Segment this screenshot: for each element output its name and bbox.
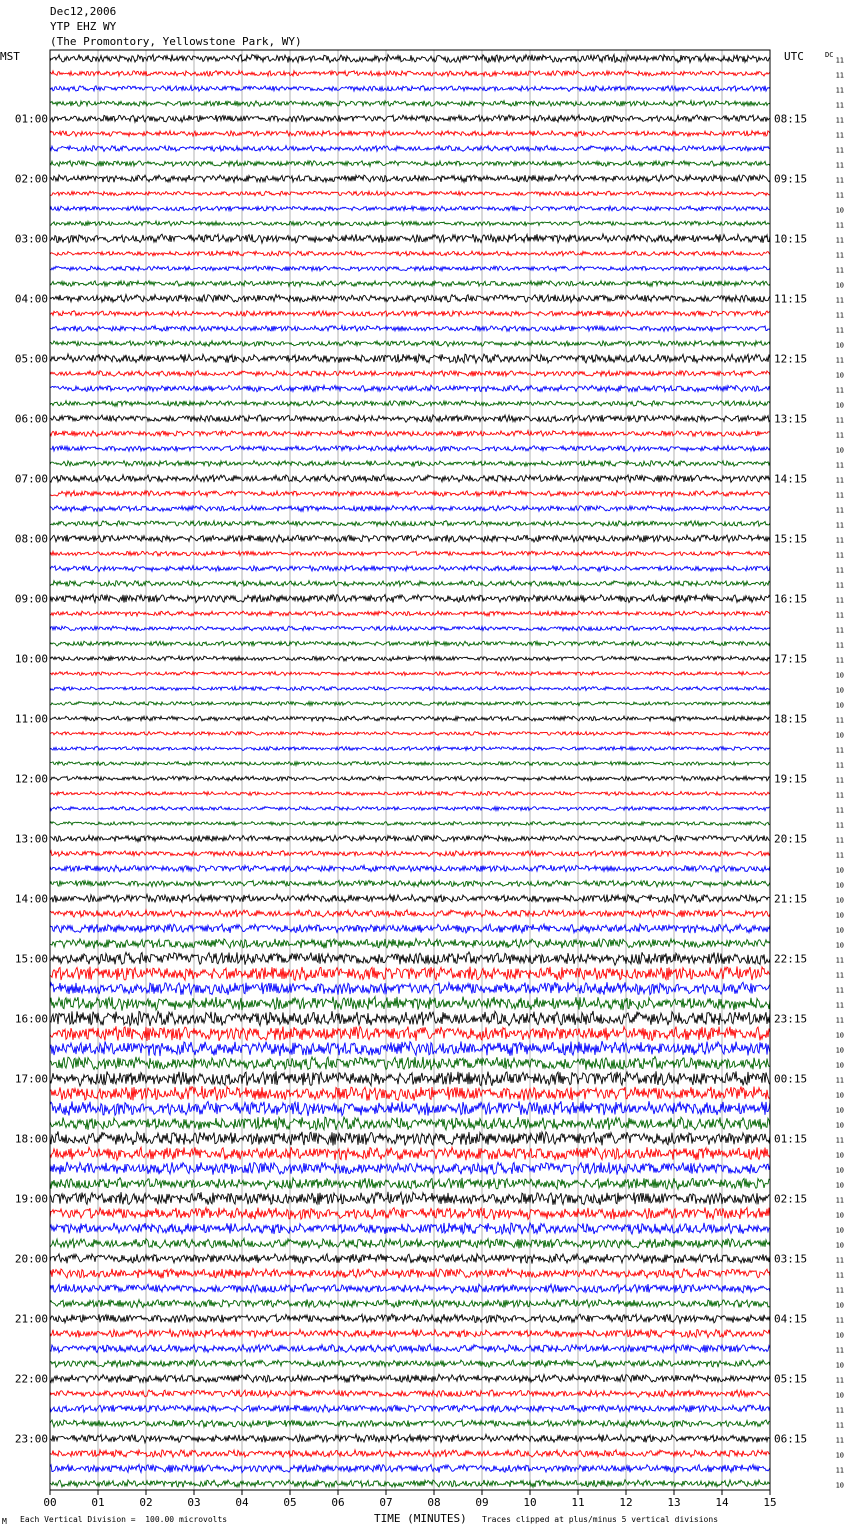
left-hour-label: 04:00 <box>14 292 48 306</box>
dc-offset-label: 10 <box>835 896 844 905</box>
left-hour-label: 21:00 <box>14 1312 48 1326</box>
x-tick-label: 00 <box>43 1496 57 1509</box>
trace-line <box>50 371 770 377</box>
x-tick-label: 04 <box>235 1496 249 1509</box>
trace-line <box>50 806 770 810</box>
trace-line <box>50 1299 770 1307</box>
seismic-traces <box>50 54 770 1487</box>
dc-offset-label: 11 <box>835 536 844 545</box>
dc-offset-label: 10 <box>835 341 844 350</box>
trace-line <box>50 1057 770 1071</box>
left-hour-label: 08:00 <box>14 532 48 546</box>
trace-line <box>50 206 770 211</box>
left-hour-label: 09:00 <box>14 592 48 606</box>
trace-line <box>50 71 770 77</box>
trace-line <box>50 865 770 872</box>
dc-offset-label: 10 <box>835 1091 844 1100</box>
left-tz-label: MST <box>0 50 20 63</box>
dc-offset-label: 11 <box>835 821 844 830</box>
right-hour-label: 08:15 <box>774 112 808 126</box>
x-tick-label: 15 <box>763 1496 777 1509</box>
dc-offset-label: 11 <box>835 521 844 530</box>
trace-line <box>50 581 770 587</box>
left-hour-label: 01:00 <box>14 112 48 126</box>
x-tick-label: 02 <box>139 1496 153 1509</box>
trace-line <box>50 952 770 965</box>
dc-offset-label: 10 <box>835 1331 844 1340</box>
trace-line <box>50 939 770 949</box>
trace-line <box>50 1374 770 1382</box>
trace-line <box>50 746 770 750</box>
trace-line <box>50 551 770 556</box>
dc-offset-label: 11 <box>835 1406 844 1415</box>
trace-line <box>50 1207 770 1219</box>
dc-offset-label: 11 <box>835 641 844 650</box>
right-hour-label: 17:15 <box>774 652 808 666</box>
trace-line <box>50 1434 770 1442</box>
trace-line <box>50 716 770 721</box>
dc-offset-label: 11 <box>835 986 844 995</box>
trace-line <box>50 910 770 917</box>
trace-line <box>50 1465 770 1473</box>
trace-line <box>50 822 770 826</box>
right-hour-label: 13:15 <box>774 412 808 426</box>
trace-line <box>50 611 770 616</box>
trace-line <box>50 86 770 92</box>
trace-line <box>50 311 770 317</box>
dc-offset-label: 10 <box>835 1391 844 1400</box>
dc-offset-label: 11 <box>835 776 844 785</box>
x-tick-label: 07 <box>379 1496 393 1509</box>
trace-line <box>50 146 770 152</box>
dc-offset-label: 11 <box>835 956 844 965</box>
right-tz-label: UTC <box>784 50 804 63</box>
trace-line <box>50 115 770 122</box>
dc-offset-label: 10 <box>835 1301 844 1310</box>
trace-line <box>50 535 770 542</box>
x-tick-label: 05 <box>283 1496 297 1509</box>
right-hour-label: 15:15 <box>774 532 808 546</box>
dc-offset-label: 11 <box>835 1421 844 1430</box>
dc-offset-label: 10 <box>835 866 844 875</box>
dc-offset-label: 10 <box>835 281 844 290</box>
trace-line <box>50 1071 770 1086</box>
trace-line <box>50 1238 770 1248</box>
left-hour-label: 19:00 <box>14 1192 48 1206</box>
scale-marker: M <box>2 1517 7 1526</box>
right-hour-label: 18:15 <box>774 712 808 726</box>
dc-offset-label: 11 <box>835 131 844 140</box>
right-hour-label: 04:15 <box>774 1312 808 1326</box>
right-hour-label: 10:15 <box>774 232 808 246</box>
right-hour-label: 01:15 <box>774 1132 808 1146</box>
trace-line <box>50 161 770 167</box>
trace-line <box>50 924 770 933</box>
header-date: Dec12,2006 <box>50 5 117 18</box>
dc-offset-label: 11 <box>835 386 844 395</box>
x-tick-label: 14 <box>715 1496 729 1509</box>
dc-offset-label: 10 <box>835 1226 844 1235</box>
left-hour-label: 11:00 <box>14 712 48 726</box>
trace-line <box>50 415 770 422</box>
dc-offset-label: 11 <box>835 491 844 500</box>
dc-offset-label: 10 <box>835 1361 844 1370</box>
dc-offset-label: 11 <box>835 1256 844 1265</box>
trace-line <box>50 281 770 287</box>
dc-offset-label: 11 <box>835 791 844 800</box>
dc-offset-label: 10 <box>835 881 844 890</box>
dc-offset-label: 10 <box>835 206 844 215</box>
trace-line <box>50 1178 770 1190</box>
dc-offset-label: 10 <box>835 926 844 935</box>
dc-offset-label: 11 <box>835 311 844 320</box>
trace-line <box>50 1254 770 1264</box>
x-tick-label: 08 <box>427 1496 441 1509</box>
dc-offset-label: 11 <box>835 1001 844 1010</box>
dc-offset-label: 10 <box>835 911 844 920</box>
right-hour-label: 02:15 <box>774 1192 808 1206</box>
trace-line <box>50 1117 770 1130</box>
dc-offset-label: 11 <box>835 146 844 155</box>
dc-offset-label: 10 <box>835 1121 844 1130</box>
trace-line <box>50 1284 770 1293</box>
trace-line <box>50 626 770 631</box>
trace-line <box>50 1450 770 1457</box>
dc-offset-label: 11 <box>835 1436 844 1445</box>
dc-offset-label: 11 <box>835 716 844 725</box>
trace-line <box>50 880 770 887</box>
x-tick-label: 03 <box>187 1496 201 1509</box>
trace-line <box>50 982 770 995</box>
clip-text: Traces clipped at plus/minus 5 vertical divisions <box>482 1515 719 1524</box>
dc-offset-label: 11 <box>835 551 844 560</box>
dc-offset-label: 11 <box>835 56 844 65</box>
trace-line <box>50 1360 770 1367</box>
dc-offset-label: 10 <box>835 1106 844 1115</box>
right-hour-label: 22:15 <box>774 952 808 966</box>
left-hour-label: 06:00 <box>14 412 48 426</box>
trace-line <box>50 506 770 512</box>
dc-offset-label: 11 <box>835 1136 844 1145</box>
right-hour-label: 14:15 <box>774 472 808 486</box>
trace-line <box>50 461 770 467</box>
right-hour-label: 21:15 <box>774 892 808 906</box>
trace-line <box>50 234 770 243</box>
dc-offset-label: 11 <box>835 761 844 770</box>
dc-offset-label: 11 <box>835 1016 844 1025</box>
dc-offset-label: 10 <box>835 1181 844 1190</box>
dc-offset-label: 11 <box>835 461 844 470</box>
trace-line <box>50 702 770 706</box>
dc-offset-label: 11 <box>835 596 844 605</box>
dc-offset-label: 11 <box>835 191 844 200</box>
dc-offset-label: 11 <box>835 86 844 95</box>
right-hour-label: 20:15 <box>774 832 808 846</box>
trace-line <box>50 1041 770 1056</box>
left-hour-label: 14:00 <box>14 892 48 906</box>
dc-offset-label: 11 <box>835 326 844 335</box>
dc-offset-label: 11 <box>835 116 844 125</box>
dc-offset-label: 11 <box>835 746 844 755</box>
right-hour-label: 19:15 <box>774 772 808 786</box>
dc-offset-label: 11 <box>835 1376 844 1385</box>
trace-line <box>50 475 770 482</box>
trace-line <box>50 894 770 902</box>
dc-offset-label: 11 <box>835 236 844 245</box>
dc-offset-label: 11 <box>835 296 844 305</box>
trace-line <box>50 1147 770 1160</box>
trace-line <box>50 1101 770 1116</box>
trace-line <box>50 1192 770 1205</box>
trace-line <box>50 1162 770 1175</box>
dc-offset-label: 10 <box>835 686 844 695</box>
trace-line <box>50 385 770 392</box>
dc-offset-label: 11 <box>835 221 844 230</box>
right-hour-label: 00:15 <box>774 1072 808 1086</box>
header-location: (The Promontory, Yellowstone Park, WY) <box>50 35 302 48</box>
dc-offset-label: 11 <box>835 851 844 860</box>
right-hour-label: 05:15 <box>774 1372 808 1386</box>
left-hour-label: 10:00 <box>14 652 48 666</box>
dc-offset-label: 11 <box>835 1346 844 1355</box>
dc-offset-label: 10 <box>835 371 844 380</box>
trace-line <box>50 191 770 196</box>
dc-offset-label: 11 <box>835 836 844 845</box>
trace-line <box>50 401 770 407</box>
trace-line <box>50 1390 770 1397</box>
trace-line <box>50 997 770 1011</box>
trace-line <box>50 641 770 646</box>
x-tick-label: 12 <box>619 1496 633 1509</box>
trace-line <box>50 566 770 572</box>
dc-offset-label: 11 <box>835 161 844 170</box>
right-hour-label: 09:15 <box>774 172 808 186</box>
trace-line <box>50 656 770 661</box>
dc-offset-label: 11 <box>835 176 844 185</box>
left-hour-label: 02:00 <box>14 172 48 186</box>
trace-line <box>50 431 770 437</box>
left-hour-label: 03:00 <box>14 232 48 246</box>
dc-offset-label: 10 <box>835 1166 844 1175</box>
x-tick-label: 10 <box>523 1496 537 1509</box>
dc-offset-label: 10 <box>835 941 844 950</box>
dc-offset-label: 11 <box>835 251 844 260</box>
dc-offset-label: 11 <box>835 1196 844 1205</box>
right-hour-label: 03:15 <box>774 1252 808 1266</box>
right-hour-label: 06:15 <box>774 1432 808 1446</box>
trace-line <box>50 326 770 332</box>
dc-offset-label: 10 <box>835 401 844 410</box>
left-hour-label: 15:00 <box>14 952 48 966</box>
trace-line <box>50 1223 770 1234</box>
dc-offset-label: 10 <box>835 1031 844 1040</box>
trace-line <box>50 101 770 107</box>
dc-offset-label: 11 <box>835 1466 844 1475</box>
dc-offset-label: 10 <box>835 1151 844 1160</box>
x-tick-label: 06 <box>331 1496 345 1509</box>
trace-line <box>50 1480 770 1487</box>
trace-line <box>50 686 770 690</box>
trace-line <box>50 266 770 271</box>
trace-line <box>50 732 770 736</box>
trace-line <box>50 521 770 527</box>
trace-line <box>50 131 770 137</box>
trace-line <box>50 491 770 497</box>
trace-line <box>50 446 770 452</box>
trace-line <box>50 1131 770 1145</box>
dc-offset-label: 10 <box>835 1481 844 1490</box>
left-hour-label: 18:00 <box>14 1132 48 1146</box>
trace-line <box>50 776 770 781</box>
left-hour-label: 17:00 <box>14 1072 48 1086</box>
dc-offset-label: 10 <box>835 671 844 680</box>
trace-line <box>50 1344 770 1352</box>
header-station: YTP EHZ WY <box>50 20 117 33</box>
left-hour-label: 23:00 <box>14 1432 48 1446</box>
x-axis-title: TIME (MINUTES) <box>374 1512 467 1525</box>
dc-offset-label: 11 <box>835 1316 844 1325</box>
left-hour-label: 07:00 <box>14 472 48 486</box>
dc-offset-label: 11 <box>835 971 844 980</box>
dc-offset-label: 11 <box>835 356 844 365</box>
trace-line <box>50 1329 770 1337</box>
trace-line <box>50 1269 770 1279</box>
dc-header-label: DC <box>825 51 834 59</box>
dc-offset-label: 10 <box>835 701 844 710</box>
x-tick-label: 01 <box>91 1496 105 1509</box>
trace-line <box>50 835 770 842</box>
dc-offset-label: 11 <box>835 266 844 275</box>
trace-line <box>50 595 770 603</box>
dc-offset-label: 11 <box>835 101 844 110</box>
dc-offset-label: 11 <box>835 566 844 575</box>
trace-line <box>50 791 770 795</box>
scale-text: Each Vertical Division = 100.00 microvolts <box>20 1515 228 1524</box>
left-hour-label: 22:00 <box>14 1372 48 1386</box>
x-tick-label: 13 <box>667 1496 681 1509</box>
left-hour-label: 20:00 <box>14 1252 48 1266</box>
right-hour-label: 16:15 <box>774 592 808 606</box>
left-hour-label: 12:00 <box>14 772 48 786</box>
dc-offset-label: 11 <box>835 1286 844 1295</box>
left-hour-label: 13:00 <box>14 832 48 846</box>
dc-offset-label: 11 <box>835 581 844 590</box>
dc-offset-label: 10 <box>835 1061 844 1070</box>
dc-offset-label: 11 <box>835 416 844 425</box>
left-hour-label: 16:00 <box>14 1012 48 1026</box>
dc-offset-label: 10 <box>835 1046 844 1055</box>
trace-line <box>50 1405 770 1412</box>
left-hour-label: 05:00 <box>14 352 48 366</box>
dc-offset-label: 10 <box>835 731 844 740</box>
x-tick-label: 11 <box>571 1496 585 1509</box>
trace-line <box>50 175 770 182</box>
trace-line <box>50 1420 770 1427</box>
trace-line <box>50 251 770 256</box>
right-hour-label: 12:15 <box>774 352 808 366</box>
dc-offset-label: 11 <box>835 506 844 515</box>
trace-line <box>50 671 770 675</box>
dc-offset-label: 10 <box>835 1211 844 1220</box>
trace-line <box>50 221 770 226</box>
dc-offset-label: 10 <box>835 446 844 455</box>
trace-line <box>50 1314 770 1323</box>
trace-line <box>50 295 770 303</box>
right-hour-label: 11:15 <box>774 292 808 306</box>
trace-line <box>50 354 770 363</box>
trace-line <box>50 1086 770 1101</box>
dc-offset-label: 11 <box>835 626 844 635</box>
trace-line <box>50 341 770 347</box>
dc-offset-label: 11 <box>835 1076 844 1085</box>
dc-offset-label: 11 <box>835 806 844 815</box>
dc-offset-label: 11 <box>835 476 844 485</box>
trace-line <box>50 1011 770 1026</box>
dc-offset-label: 10 <box>835 1241 844 1250</box>
dc-offset-label: 11 <box>835 431 844 440</box>
right-hour-label: 23:15 <box>774 1012 808 1026</box>
trace-line <box>50 966 770 980</box>
x-tick-label: 09 <box>475 1496 489 1509</box>
trace-line <box>50 761 770 765</box>
dc-offset-label: 11 <box>835 611 844 620</box>
dc-offset-label: 11 <box>835 1271 844 1280</box>
dc-offset-label: 11 <box>835 656 844 665</box>
trace-line <box>50 851 770 857</box>
dc-offset-label: 11 <box>835 71 844 80</box>
trace-line <box>50 1026 770 1041</box>
trace-line <box>50 54 770 62</box>
dc-offset-label: 10 <box>835 1451 844 1460</box>
